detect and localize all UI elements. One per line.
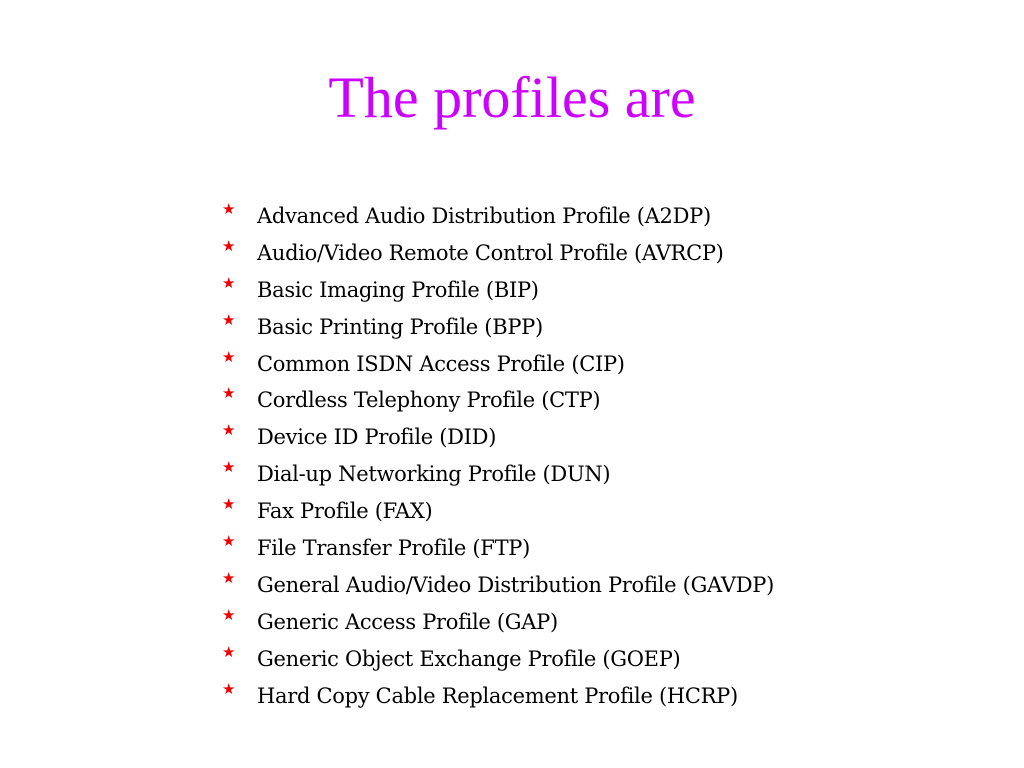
star-icon: ★	[222, 310, 236, 329]
list-item-text: Basic Printing Profile (BPP)	[257, 314, 543, 339]
list-item	[222, 604, 982, 641]
list-item	[222, 530, 982, 567]
star-icon: ★	[222, 642, 236, 661]
list-item-text: Generic Object Exchange Profile (GOEP)	[257, 646, 681, 671]
list-item	[222, 309, 982, 346]
list-item-text: General Audio/Video Distribution Profile (GAVDP)	[257, 572, 774, 597]
list-item	[222, 678, 982, 715]
list-item	[222, 456, 982, 493]
list-item-text: Advanced Audio Distribution Profile (A2DP)	[257, 204, 711, 228]
list-item-text: Basic Imaging Profile (BIP)	[257, 277, 539, 302]
list-item-text: Fax Profile (FAX)	[257, 499, 433, 524]
slide-title: The profiles are	[328, 65, 696, 130]
list-item-text: Generic Access Profile (GAP)	[257, 609, 558, 634]
list-item	[222, 382, 982, 419]
list-item-text: Audio/Video Remote Control Profile (AVRCP)	[257, 240, 724, 265]
list-item	[222, 641, 982, 678]
star-icon: ★	[222, 421, 236, 440]
list-item	[222, 272, 982, 309]
list-item-text: Dial-up Networking Profile (DUN)	[257, 462, 611, 487]
star-icon: ★	[222, 273, 236, 292]
star-icon: ★	[222, 568, 236, 587]
star-icon: ★	[222, 236, 236, 255]
star-icon: ★	[222, 679, 236, 698]
list-item-text: Device ID Profile (DID)	[257, 425, 497, 450]
list-item	[222, 567, 982, 604]
list-item	[222, 346, 982, 383]
list-item-text: Cordless Telephony Profile (CTP)	[257, 388, 601, 413]
star-icon: ★	[222, 605, 236, 624]
bullet-list	[222, 198, 982, 714]
list-item	[222, 493, 982, 530]
list-item	[222, 419, 982, 456]
star-icon: ★	[222, 384, 236, 403]
star-icon: ★	[222, 532, 236, 551]
star-icon: ★	[222, 458, 236, 477]
star-icon: ★	[222, 200, 236, 218]
list-item	[222, 235, 982, 272]
list-item-text: File Transfer Profile (FTP)	[257, 536, 531, 561]
star-icon: ★	[222, 495, 236, 514]
list-item-text: Hard Copy Cable Replacement Profile (HCRP)	[257, 683, 738, 708]
list-item-text: Common ISDN Access Profile (CIP)	[257, 351, 625, 376]
list-item	[222, 198, 982, 235]
star-icon: ★	[222, 347, 236, 366]
